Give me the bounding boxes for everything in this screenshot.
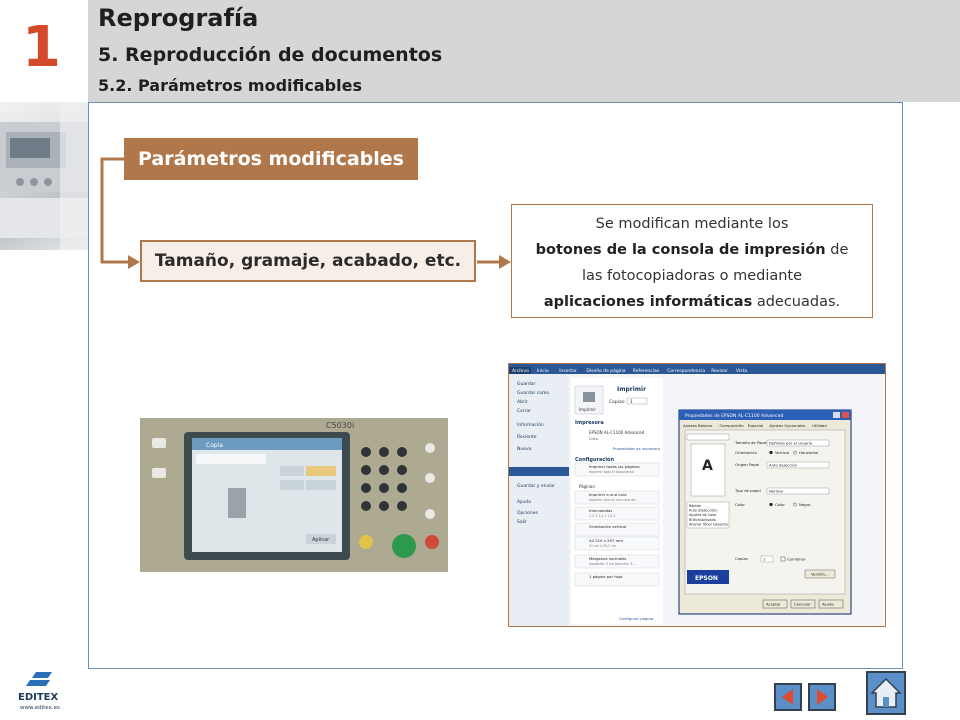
file-menu-item[interactable]: Nuevo — [517, 447, 532, 452]
next-button[interactable] — [808, 683, 836, 711]
config-section: Configuración — [575, 457, 615, 463]
paper-source-value: Auto Selección — [769, 462, 798, 468]
printer-status: Listo — [589, 436, 598, 441]
properties-list-item: Rápido — [689, 504, 701, 508]
properties-dialog-title: Propiedades de EPSON AL-C1100 Advanced — [685, 414, 784, 419]
section-subtitle: 5.2. Parámetros modificables — [98, 76, 362, 95]
editex-logo — [14, 668, 74, 712]
properties-tab[interactable]: Ajustes Básicos — [683, 423, 713, 428]
print-setting-main[interactable]: Imprimir todas las páginas — [589, 464, 640, 469]
printer-section: Impresora — [575, 420, 604, 426]
arrow-right-icon — [810, 685, 834, 709]
properties-list-item: Ahorrar Tóner Desactiv. — [689, 522, 729, 527]
file-menu-item[interactable]: Guardar y enviar — [517, 484, 555, 489]
ribbon-tab[interactable]: Vista — [736, 369, 748, 374]
main-concept-box: Parámetros modificables — [124, 138, 418, 180]
unit-number: 1 — [22, 15, 61, 80]
chapter-subtitle: 5. Reproducción de documentos — [98, 44, 443, 66]
print-setting-main[interactable]: Imprimir a una cara — [589, 492, 627, 497]
paper-size-value: Definido por el usuario — [769, 440, 813, 446]
copies-label: Copias: — [609, 400, 626, 405]
properties-tab[interactable]: Ajustes Opcionales — [769, 423, 806, 428]
previous-button[interactable] — [774, 683, 802, 711]
file-menu-item[interactable]: Reciente — [517, 435, 537, 440]
home-button[interactable] — [866, 671, 906, 715]
print-title: Imprimir — [617, 386, 647, 393]
paper-size-label: Tamaño de Papel — [735, 440, 768, 445]
sub-concept-box: Tamaño, gramaje, acabado, etc. — [140, 240, 476, 282]
ribbon-tab[interactable]: Correspondencia — [667, 369, 706, 374]
ribbon-tab[interactable]: Referencias — [632, 369, 660, 374]
file-menu-item[interactable]: Opciones — [517, 511, 538, 516]
properties-list-item: Auto (Detección) — [689, 508, 718, 513]
print-setting-main[interactable]: 1 página por hoja — [589, 574, 623, 579]
description-bold1: botones de la consola de impresión — [535, 242, 826, 258]
orientation-horizontal: Horizontal — [799, 450, 819, 455]
file-menu-item[interactable]: Guardar como — [517, 391, 550, 396]
print-setting-main[interactable]: A4 210 x 297 mm — [589, 538, 623, 543]
file-menu-item[interactable]: Información — [517, 423, 544, 428]
epson-brand: EPSON — [695, 575, 718, 582]
description-line3: las fotocopiadoras o mediante — [581, 268, 803, 284]
properties-list-item: RITech/Activado — [689, 517, 716, 522]
file-menu-item[interactable]: Abrir — [517, 400, 528, 405]
bw-option: Negro — [799, 502, 811, 507]
file-menu-item[interactable]: Salir — [517, 520, 527, 525]
print-dialog-screenshot — [508, 363, 886, 627]
print-setting-main[interactable]: Orientación vertical — [589, 524, 627, 529]
ribbon-tab[interactable]: Archivo — [512, 369, 529, 374]
dialog-button-label[interactable]: Cancelar — [794, 601, 811, 607]
print-button-label: Imprimir — [579, 407, 597, 412]
ribbon-tab[interactable]: Diseño de página — [586, 369, 626, 374]
print-setting-main[interactable]: Intercaladas — [589, 508, 613, 513]
console-screen-title: Copia — [206, 442, 224, 449]
paper-type-value: Normal — [769, 488, 783, 494]
file-menu-item[interactable]: Cerrar — [517, 409, 532, 414]
page-title: Reprografía — [98, 4, 259, 32]
dialog-button-label[interactable]: Aceptar — [766, 601, 781, 607]
paper-type-label: Tipo de papel — [735, 488, 761, 493]
dialog-button-label[interactable]: Ayuda — [822, 601, 834, 607]
collate-label: Combinar — [787, 556, 806, 562]
print-setting-sub[interactable]: Izquierda: 3 cm Derecha: 3... — [589, 562, 636, 566]
props-copies-label: Copias — [735, 556, 748, 561]
print-setting-sub[interactable]: 21 cm x 29,7 cm — [589, 544, 616, 548]
description-line4: adecuadas. — [752, 294, 841, 310]
console-apply-label: Aplicar — [312, 537, 330, 543]
arrow-left-icon — [776, 685, 800, 709]
properties-tab[interactable]: Composición — [719, 423, 744, 428]
file-menu-item[interactable]: Guardar — [517, 382, 536, 387]
home-icon — [868, 673, 904, 713]
print-setting-sub[interactable]: 1,2,3 1,2,3 1,2,3 — [589, 514, 616, 518]
pages-label: Páginas: — [579, 484, 596, 489]
console-model-label: C5030i — [326, 421, 355, 430]
properties-tab[interactable]: Especial — [747, 423, 764, 428]
ribbon-tab[interactable]: Revisar — [711, 369, 728, 374]
color-option: Color — [775, 502, 785, 507]
copies-value: 1 — [630, 400, 633, 405]
ribbon-tab[interactable]: Inicio — [536, 369, 549, 374]
page-setup-link: Configurar página — [619, 616, 654, 621]
properties-list-item: Ajustes de Color — [689, 513, 717, 518]
editex-url: www.editex.es — [20, 705, 60, 711]
orientation-vertical: Vertical — [775, 450, 790, 455]
svg-text:A: A — [702, 458, 713, 474]
color-label: Color — [735, 502, 745, 507]
print-setting-sub[interactable]: Imprimir todo el documento — [589, 470, 634, 474]
print-setting-sub[interactable]: Imprimir solo en una cara de... — [589, 498, 639, 502]
editex-logo-text: EDITEX — [18, 692, 59, 703]
description-line2: de — [825, 242, 849, 258]
print-setting-row[interactable] — [575, 507, 659, 520]
printer-name: EPSON AL-C1100 Advanced — [589, 430, 645, 435]
description-line1: Se modifican mediante los — [595, 216, 789, 232]
description-box — [511, 204, 873, 318]
description-bold2: aplicaciones informáticas — [543, 294, 753, 310]
file-menu-item[interactable]: Ayuda — [517, 500, 531, 505]
version-button-label: Versión... — [811, 571, 829, 577]
print-setting-main[interactable]: Márgenes normales — [589, 556, 627, 561]
copier-console-photo — [140, 418, 448, 572]
orientation-label: Orientación — [735, 450, 758, 455]
properties-tab[interactable]: Utilidad — [812, 423, 827, 428]
paper-source-label: Origen Papel — [735, 462, 760, 467]
props-copies-value: 1 — [763, 556, 766, 562]
ribbon-tab[interactable]: Insertar — [559, 369, 577, 374]
printer-properties-link: Propiedades de impresora — [613, 447, 660, 451]
